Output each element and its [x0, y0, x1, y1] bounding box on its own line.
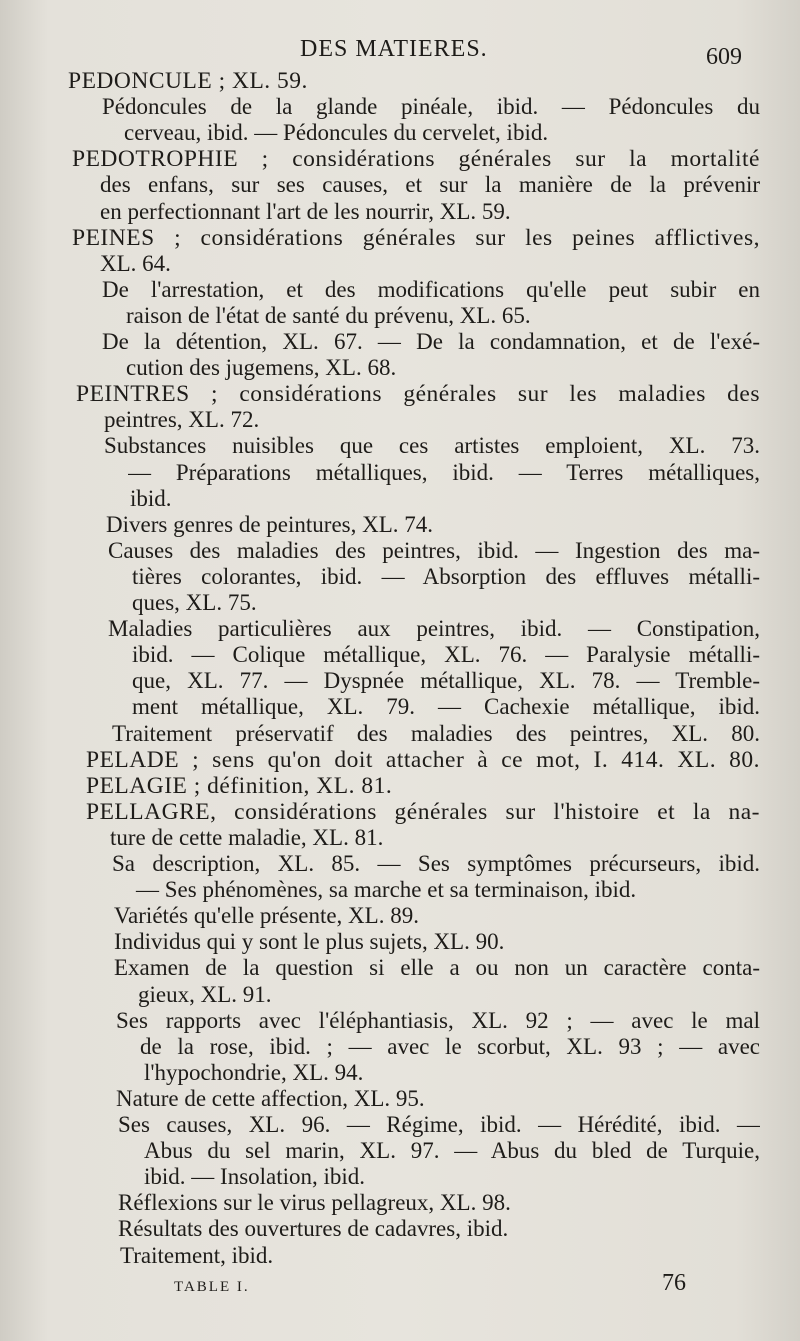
index-entry-line: Examen de la question si elle a ou non un caractère conta-	[114, 955, 760, 981]
index-entry-line: peintres, XL. 72.	[104, 407, 260, 433]
running-head	[0, 34, 800, 68]
index-entry-line: — Ses phénomènes, sa marche et sa terminaison, ibid.	[136, 877, 637, 903]
index-headword-line: PEDONCULE ; XL. 59.	[68, 68, 308, 94]
index-entry-line: XL. 64.	[100, 250, 171, 276]
index-headword-line: PELLAGRE, considérations générales sur l'histoire et la na-	[86, 798, 760, 825]
index-headword-line: PEINTRES ; considérations générales sur les maladies des	[76, 381, 760, 408]
index-entry-line: ibid. — Colique métallique, XL. 76. — Paralysie métalli-	[132, 642, 760, 668]
footer-signature: TABLE I.	[174, 1279, 250, 1295]
index-entry-line: que, XL. 77. — Dyspnée métallique, XL. 78. — Tremble-	[132, 668, 760, 694]
index-entry-line: Résultats des ouvertures de cadavres, ibid.	[118, 1216, 509, 1242]
index-entry-line: l'hypochondrie, XL. 94.	[144, 1059, 364, 1085]
index-entry-line: en perfectionnant l'art de les nourrir, XL. 59.	[100, 198, 511, 224]
index-entry-line: des enfans, sur ses causes, et sur la manière de la prévenir	[100, 172, 760, 198]
index-headword-line: PELADE ; sens qu'on doit attacher à ce mot, I. 414. XL. 80.	[86, 746, 760, 773]
index-entry-line: ibid. — Insolation, ibid.	[144, 1164, 366, 1190]
index-entry-line: cution des jugemens, XL. 68.	[126, 355, 397, 381]
index-entry-line: Divers genres de peintures, XL. 74.	[106, 511, 434, 537]
index-entry-line: De l'arrestation, et des modifications qu'elle peut subir en	[102, 276, 760, 302]
index-entry-line: raison de l'état de santé du prévenu, XL. 65.	[126, 302, 531, 328]
running-title: DES MATIERES.	[300, 36, 488, 62]
index-entry-line: ques, XL. 75.	[132, 590, 257, 615]
index-entry-line: Réflexions sur le virus pellagreux, XL. 98.	[118, 1190, 511, 1216]
index-headword-line: PELAGIE ; définition, XL. 81.	[86, 772, 393, 799]
index-entry-line: Traitement préservatif des maladies des peintres, XL. 80.	[112, 720, 760, 746]
index-headword-line: PEINES ; considérations générales sur les peines afflictives,	[72, 224, 760, 251]
index-entry-line: De la détention, XL. 67. — De la condamnation, et de l'exé-	[102, 329, 760, 354]
index-entry-line: tières colorantes, ibid. — Absorption des effluves métalli-	[132, 563, 760, 589]
index-entry-line: ibid.	[130, 485, 172, 511]
index-entry-line: Pédoncules de la glande pinéale, ibid. — Pédoncules du	[102, 94, 760, 120]
index-entry-line: Causes des maladies des peintres, ibid. — Ingestion des ma-	[108, 537, 760, 563]
index-entry-line: Ses rapports avec l'éléphantiasis, XL. 92 ; — avec le mal	[116, 1007, 760, 1033]
index-entry-line: Nature de cette affection, XL. 95.	[116, 1085, 425, 1111]
page-number: 609	[706, 44, 742, 70]
index-entry-line: Sa description, XL. 85. — Ses symptômes précurseurs, ibid.	[112, 851, 760, 876]
index-entry-line: cerveau, ibid. — Pédoncules du cervelet, ibid.	[124, 120, 549, 146]
index-entry-line: ment métallique, XL. 79. — Cachexie métallique, ibid.	[132, 694, 760, 720]
index-entry-line: Substances nuisibles que ces artistes emploient, XL. 73.	[104, 433, 760, 459]
index-entry-line: Ses causes, XL. 96. — Régime, ibid. — Hérédité, ibid. —	[118, 1112, 760, 1137]
index-entry-line: de la rose, ibid. ; — avec le scorbut, XL. 93 ; — avec	[140, 1033, 760, 1059]
index-entry-line: — Préparations métalliques, ibid. — Terres métalliques,	[128, 459, 760, 485]
index-headword-line: PEDOTROPHIE ; considérations générales sur la mortalité	[72, 146, 760, 173]
index-entry-line: Variétés qu'elle présente, XL. 89.	[114, 903, 419, 929]
footer-sheet-number: 76	[662, 1270, 686, 1296]
index-entry-line: Traitement, ibid.	[120, 1242, 274, 1268]
index-entry-line: gieux, XL. 91.	[138, 981, 272, 1007]
index-entry-line: Individus qui y sont le plus sujets, XL. 90.	[114, 929, 505, 955]
index-entry-line: ture de cette maladie, XL. 81.	[110, 824, 384, 850]
index-entry-line: Abus du sel marin, XL. 97. — Abus du bled de Turquie,	[144, 1138, 760, 1164]
index-entry-line: Maladies particulières aux peintres, ibid. — Constipation,	[108, 616, 760, 642]
